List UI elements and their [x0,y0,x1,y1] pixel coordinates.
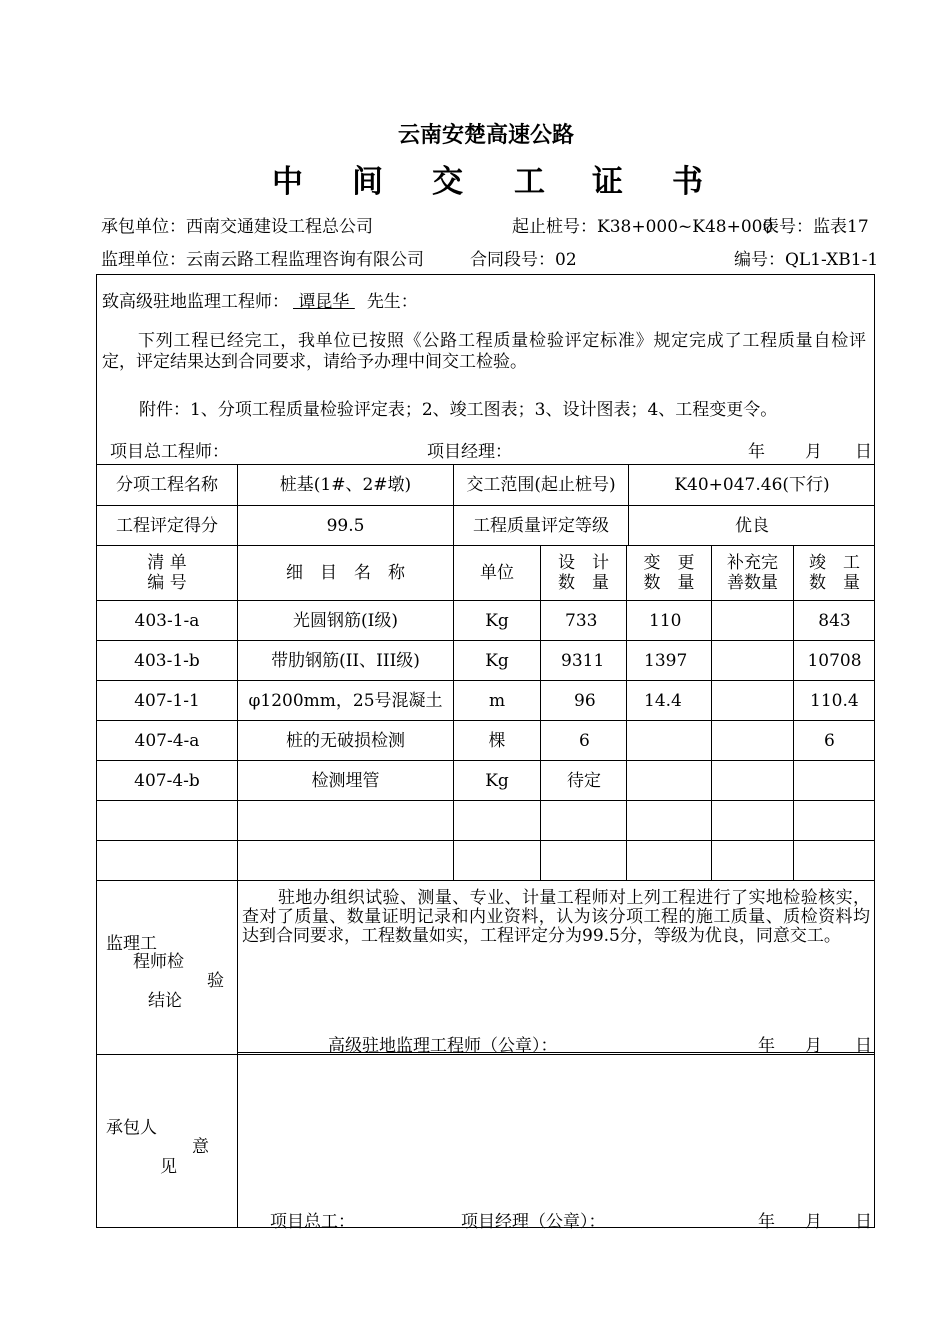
row-supplement [712,721,793,760]
row-design: 96 [574,690,596,711]
grade-value: 优良 [735,515,769,536]
divider [96,880,875,881]
row-design: 733 [565,610,598,631]
form-number: 表号：监表17 [762,217,869,237]
attachments: 附件：1、分项工程质量检验评定表；2、竣工图表；3、设计图表；4、工程变更令。 [139,400,778,420]
header-final-line1: 竣 工 [809,553,860,573]
row-code: 407-1-1 [134,690,200,711]
contractor-label-3: 见 [160,1157,177,1177]
project-manager-label: 项目经理： [427,442,512,462]
grade-label: 工程质量评定等级 [473,515,609,536]
header-supplement-line2: 善数量 [727,573,778,593]
salutation-suffix: 先生： [366,292,418,312]
header-change [627,546,711,600]
salutation [102,287,418,312]
serial-number: 编号：QL1-XB1-1 [734,250,879,270]
month-label: 月 [805,1212,822,1232]
row-final [794,761,875,800]
row-name: 带肋钢筋(II、III级) [271,650,420,671]
inspection-body: 驻地办组织试验、测量、专业、计量工程师对上列工程进行了实地检验核实，查对了质量、数量证明记录和内业资料，认为该分项工程的施工质量、质检资料均达到合同要求，工程数量如实，工程评定分为99.5分，等级为优良，同意交工。 [242,888,870,946]
day-label: 日 [855,442,872,462]
row-final: 110.4 [810,690,859,711]
row-change: 110 [649,610,682,631]
item-name-label: 分项工程名称 [116,475,218,495]
row-design: 6 [579,730,590,751]
header-detail: 细 目 名 称 [286,563,405,583]
row-unit: Kg [485,610,509,631]
row-unit: Kg [485,770,509,791]
contract-section: 合同段号：02 [470,250,577,270]
row-code: 403-1-b [134,650,200,671]
row-design: 待定 [567,770,601,791]
station-range: 起止桩号：K38+000~K48+000 [512,217,774,237]
row-change [627,721,711,760]
row-supplement [712,641,793,680]
row-supplement [712,761,793,800]
row-change: 14.4 [644,690,682,711]
header-design-line2: 数 量 [558,573,609,593]
row-name: 光圆钢筋(I级) [293,610,398,631]
score-label: 工程评定得分 [116,515,218,536]
header-design-line1: 设 计 [558,553,609,573]
inspection-label-3: 验 [207,971,224,991]
row-code [97,841,237,880]
row-name: φ1200mm，25号混凝土 [248,690,443,711]
header-design [541,546,626,600]
chief-engineer-label: 项目总工： [270,1212,355,1232]
project-manager-seal-label: 项目经理（公章）： [461,1212,606,1232]
inspection-label-4: 结论 [148,991,182,1011]
header-supplement [712,546,793,600]
subtitle-char: 证 [592,164,623,200]
inspection-signer: 高级驻地监理工程师（公章）： [328,1036,558,1056]
row-unit: Kg [485,650,509,671]
subtitle-char: 中 [272,164,303,200]
row-unit: m [488,690,506,711]
inspection-label-2: 程师检 [133,952,184,972]
subtitle-char: 书 [672,164,703,200]
inspection-label-1: 监理工 [106,934,157,954]
row-final: 10708 [807,650,862,671]
year-label: 年 [758,1036,775,1056]
row-supplement [712,681,793,720]
row-supplement [712,601,793,640]
score-value: 99.5 [326,515,365,536]
letter-body: 下列工程已经完工，我单位已按照《公路工程质量检验评定标准》规定完成了工程质量自检评定，评定结果达到合同要求，请给予办理中间交工检验。 [102,331,866,372]
document-title: 云南安楚高速公路 [397,122,574,148]
subtitle-char: 间 [352,164,383,200]
range-value: K40+047.46(下行) [674,475,830,495]
header-code [97,546,237,600]
contractor-unit: 承包单位：西南交通建设工程总公司 [101,217,373,237]
salutation-prefix: 致高级驻地监理工程师： [102,292,289,312]
row-code: 403-1-a [134,610,200,631]
row-name: 桩的无破损检测 [286,730,405,751]
header-change-line1: 变 更 [643,553,695,573]
engineer-name: 谭昆华 [293,292,355,312]
row-design: 9311 [561,650,605,671]
year-label: 年 [758,1212,775,1232]
header-code-line2: 编 号 [147,573,187,593]
header-unit: 单位 [480,563,514,583]
row-final: 6 [824,730,835,751]
range-label: 交工范围(起止桩号) [466,475,616,495]
contractor-label-2: 意 [192,1137,209,1157]
row-code [97,801,237,840]
chief-engineer-label: 项目总工程师： [110,442,229,462]
header-supplement-line1: 补充完 [727,553,778,573]
row-change: 1397 [644,650,688,671]
row-final: 843 [818,610,851,631]
subtitle-char: 交 [432,164,463,200]
supervision-unit: 监理单位：云南云路工程监理咨询有限公司 [101,250,424,270]
row-code: 407-4-b [134,770,200,791]
month-label: 月 [805,1036,822,1056]
year-label: 年 [748,442,765,462]
row-name: 检测埋管 [311,770,380,791]
day-label: 日 [855,1036,872,1056]
header-final-line2: 数 量 [809,573,860,593]
header-change-line2: 数 量 [643,573,695,593]
row-unit: 棵 [488,730,506,751]
row-change [627,761,711,800]
item-name-value: 桩基(1#、2#墩) [279,475,412,495]
subtitle-char: 工 [514,164,545,200]
row-code: 407-4-a [134,730,200,751]
contractor-label-1: 承包人 [106,1118,157,1138]
header-code-line1: 清 单 [147,553,187,573]
header-final [794,546,875,600]
month-label: 月 [805,442,822,462]
day-label: 日 [855,1212,872,1232]
